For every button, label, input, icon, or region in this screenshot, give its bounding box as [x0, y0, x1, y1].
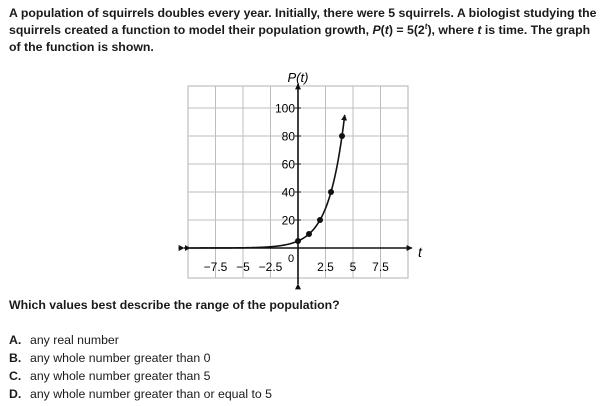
axes [184, 84, 412, 284]
x-tick-label: 7.5 [372, 260, 389, 274]
time-variable: t [477, 23, 482, 37]
origin-label: 0 [287, 253, 295, 265]
x-tick-label: 2.5 [317, 260, 334, 274]
choice-c[interactable] [9, 367, 272, 385]
data-point [306, 231, 312, 237]
y-tick-label: 20 [281, 213, 295, 228]
y-axis-label: P(t) [287, 70, 309, 85]
data-points [295, 133, 345, 244]
y-tick-label: 40 [281, 185, 295, 200]
curve [190, 115, 345, 248]
choice-d[interactable] [9, 385, 272, 403]
data-point [317, 217, 323, 223]
choice-letter: D. [9, 387, 22, 401]
x-tick-label: −7.5 [203, 260, 228, 274]
x-axis-label: t [418, 244, 422, 260]
choice-letter: B. [9, 351, 22, 365]
choice-b[interactable] [9, 349, 272, 367]
choice-a[interactable] [9, 331, 272, 349]
choice-letter: A. [9, 333, 22, 347]
x-tick-label: 5 [349, 260, 357, 274]
choice-text: any real number [30, 333, 119, 347]
exponent: t [424, 21, 428, 31]
choice-text: any whole number greater than 5 [30, 369, 211, 383]
question-stem: Which values best describe the range of the population? [9, 298, 340, 312]
y-tick-label: 80 [281, 129, 295, 144]
y-tick-label: 60 [281, 157, 295, 172]
y-tick-label: 100 [274, 101, 295, 116]
choice-text: any whole number greater than or equal to 5 [30, 387, 272, 401]
exponential-curve [190, 115, 345, 248]
function-variable: t [384, 23, 389, 37]
choice-text: any whole number greater than 0 [30, 351, 211, 365]
x-tick-label: −5 [236, 260, 250, 274]
data-point [295, 238, 301, 244]
data-point [328, 189, 334, 195]
function-name: P [372, 23, 381, 37]
data-point [339, 133, 345, 139]
question-prompt: A population of squirrels doubles every year. Initially, there were 5 squirrels. A biologist studying the squirrels created a function to model their population growth, $P(t) = 5(2^t)$, where t is time. The graph of the function is shown. [9, 6, 597, 54]
choice-letter: C. [9, 369, 22, 383]
x-tick-label: −2.5 [258, 260, 283, 274]
answer-choices [9, 331, 272, 403]
